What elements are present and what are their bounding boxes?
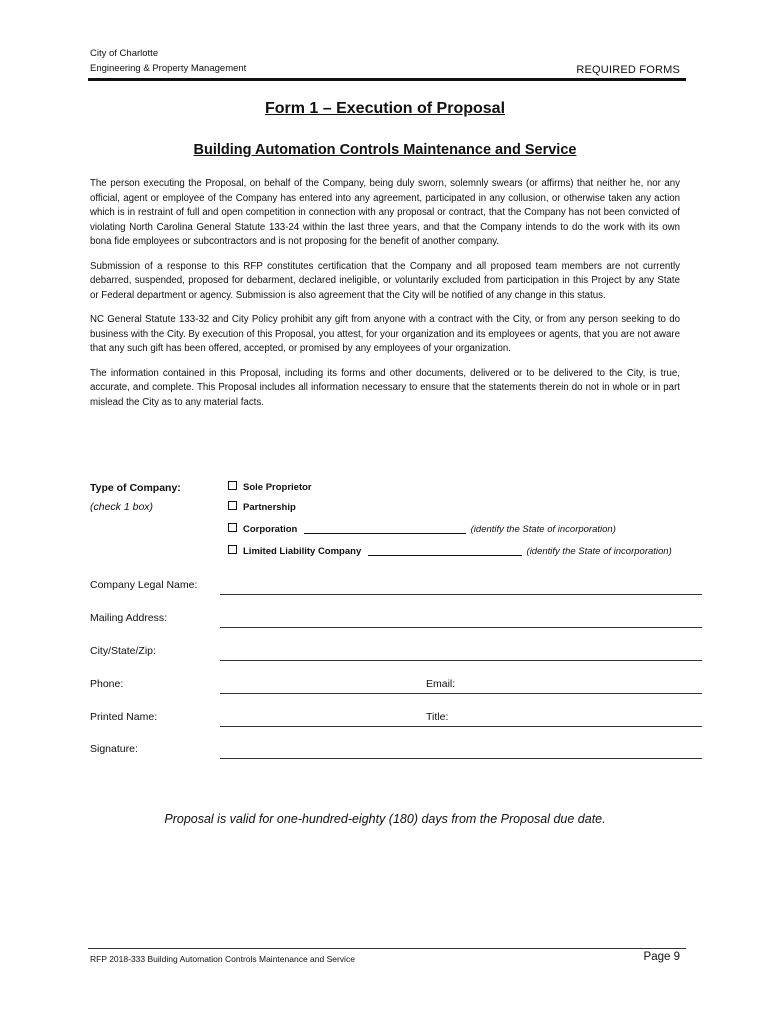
phone-email-line[interactable] [220, 693, 702, 694]
paragraph-debarment: Submission of a response to this RFP constitutes certification that the Company and all proposed team members are not currently debarred, suspended, proposed for debarment, declared ineligible, or voluntarily excluded from participation in this Project by any State or Federal department or agency. Submission is also agreement that the City will be notified of any change in this status. [90, 260, 680, 301]
checkbox-icon[interactable] [228, 523, 237, 532]
footer-rfp-title: RFP 2018-333 Building Automation Controls Maintenance and Service [90, 954, 355, 964]
option-partnership[interactable] [228, 501, 296, 513]
page-number: Page 9 [643, 951, 680, 963]
paragraph-gifts: NC General Statute 133-32 and City Policy prohibit any gift from anyone with a contract with the City, or from any person seeking to do business with the City. By execution of this Proposal, you attest, for your organization and its employees or agents, that you are not aware that any such gift has been offered, accepted, or promised by any employees of your organization. [90, 314, 680, 354]
option-llc[interactable] [228, 545, 672, 557]
legal-name-line[interactable] [220, 594, 702, 595]
city-state-zip-line[interactable] [220, 660, 702, 661]
company-type-hint: (check 1 box) [90, 501, 154, 513]
option-label: Sole Proprietor [243, 482, 312, 493]
org-department: Engineering & Property Management [90, 63, 247, 74]
option-corporation[interactable] [228, 523, 616, 535]
printed-name-title-line[interactable] [220, 726, 702, 727]
phone-label: Phone: [90, 678, 124, 690]
title-label: Title: [426, 711, 449, 723]
checkbox-icon[interactable] [228, 481, 237, 490]
printed-name-label: Printed Name: [90, 711, 158, 723]
mailing-address-line[interactable] [220, 627, 702, 628]
company-type-label: Type of Company: [90, 482, 181, 494]
checkbox-icon[interactable] [228, 501, 237, 510]
option-label: Limited Liability Company [243, 546, 362, 557]
paragraph-accuracy: The information contained in this Proposal, including its forms and other documents, delivered or to be delivered to the City, is true, accurate, and complete. This Proposal includes all information necessary to ensure that the statements therein do not in whole or in part mislead the City as to any material facts. [90, 367, 680, 408]
signature-label: Signature: [90, 743, 138, 755]
email-label: Email: [426, 678, 456, 690]
organization-header [90, 46, 246, 76]
option-note: (identify the State of incorporation) [526, 546, 672, 557]
option-label: Partnership [243, 502, 296, 513]
header-divider [88, 78, 686, 81]
form-title: Form 1 – Execution of Proposal [264, 100, 506, 117]
certification-text [90, 177, 680, 420]
legal-name-label: Company Legal Name: [90, 579, 198, 591]
checkbox-icon[interactable] [228, 545, 237, 554]
mailing-address-label: Mailing Address: [90, 612, 168, 624]
form-subtitle: Building Automation Controls Maintenance and Service [193, 142, 577, 158]
section-label: REQUIRED FORMS [576, 64, 680, 76]
org-name: City of Charlotte [90, 48, 159, 59]
state-of-incorporation-line[interactable] [304, 524, 466, 534]
city-state-zip-label: City/State/Zip: [90, 645, 156, 657]
footer-divider [88, 948, 686, 949]
signature-line[interactable] [220, 758, 702, 759]
option-sole-proprietor[interactable] [228, 481, 312, 493]
paragraph-collusion: The person executing the Proposal, on behalf of the Company, being duly sworn, solemnly swears (or affirms) that neither he, nor any official, agent or employee of the Company has entered into any agreement, participated in any collusion, or otherwise taken any action which is in restraint of full and open competition in connection with any proposal or contract, that the Company has not been convicted of violating North Carolina General Statute 133-24 within the last three years, and that the Company intends to do the work with its own bona fide employees or subcontractors and is not proposing for the benefit of another company. [90, 178, 680, 247]
validity-note: Proposal is valid for one-hundred-eighty (180) days from the Proposal due date. [164, 812, 606, 826]
state-of-incorporation-line[interactable] [368, 546, 522, 556]
option-note: (identify the State of incorporation) [470, 524, 616, 535]
option-label: Corporation [243, 524, 298, 535]
